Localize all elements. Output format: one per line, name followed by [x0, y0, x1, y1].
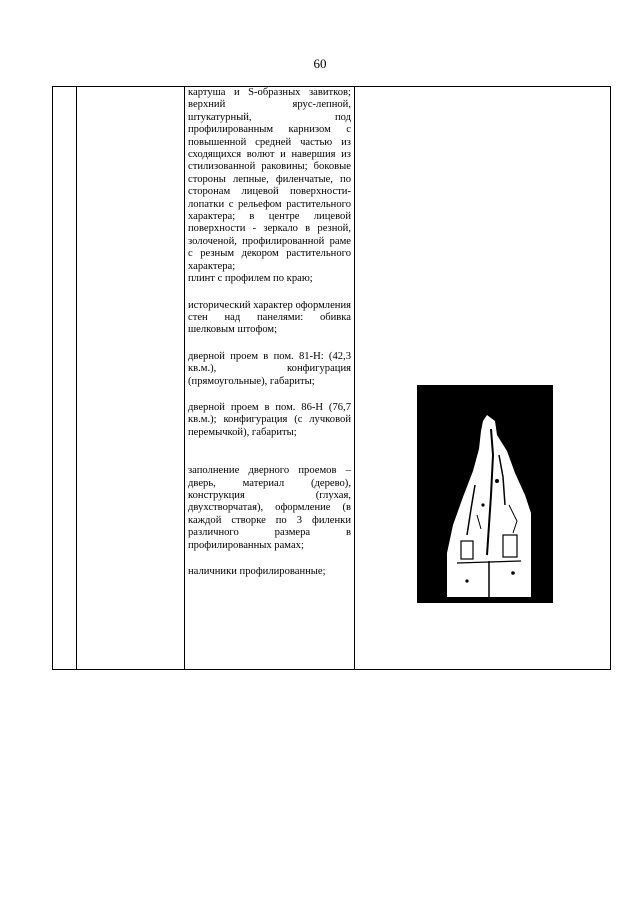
object-table	[52, 86, 611, 670]
doorway-photo-icon	[417, 385, 553, 603]
description-paragraph: заполнение дверного проемов – дверь, материал (дерево), конструкция (глухая, двухстворчатая), оформление (в каждой створке по 3 филенки различного размера в профилированных рамах;	[188, 465, 351, 551]
description-paragraph: дверной проем в пом. 86-Н (76,7 кв.м.); конфигурация (с лучковой перемычкой), габариты;	[188, 401, 351, 438]
page-number: 60	[313, 56, 327, 71]
description-paragraph: наличники профилированные;	[188, 566, 326, 577]
number-cell	[53, 87, 77, 670]
element-name-cell	[77, 87, 185, 670]
description-paragraph: картуша и S-образных завитков; верхний ярус-лепной, штукатурный, под профилированным карнизом с повышенной средней частью из сходящихся волют и навершия из стилизованной раковины; боковые стороны лепные, филенчатые, по сторонам лицевой поверхности- лопатки с рельефом растительного характера; в центре лицевой поверхности - зеркало в резной, золоченой, профилированной раме с резным декором растительного характера;	[188, 87, 351, 272]
doorway-photo	[417, 385, 553, 603]
description-paragraph: дверной проем в пом. 81-Н: (42,3 кв.м.), конфигурация (прямоугольные), габариты;	[188, 350, 351, 387]
photo-cell	[355, 87, 611, 670]
description-paragraph: плинт с профилем по краю;	[188, 273, 313, 285]
description-paragraph: исторический характер оформления стен над панелями: обивка шелковым штофом;	[188, 299, 351, 336]
description-cell	[185, 87, 355, 670]
